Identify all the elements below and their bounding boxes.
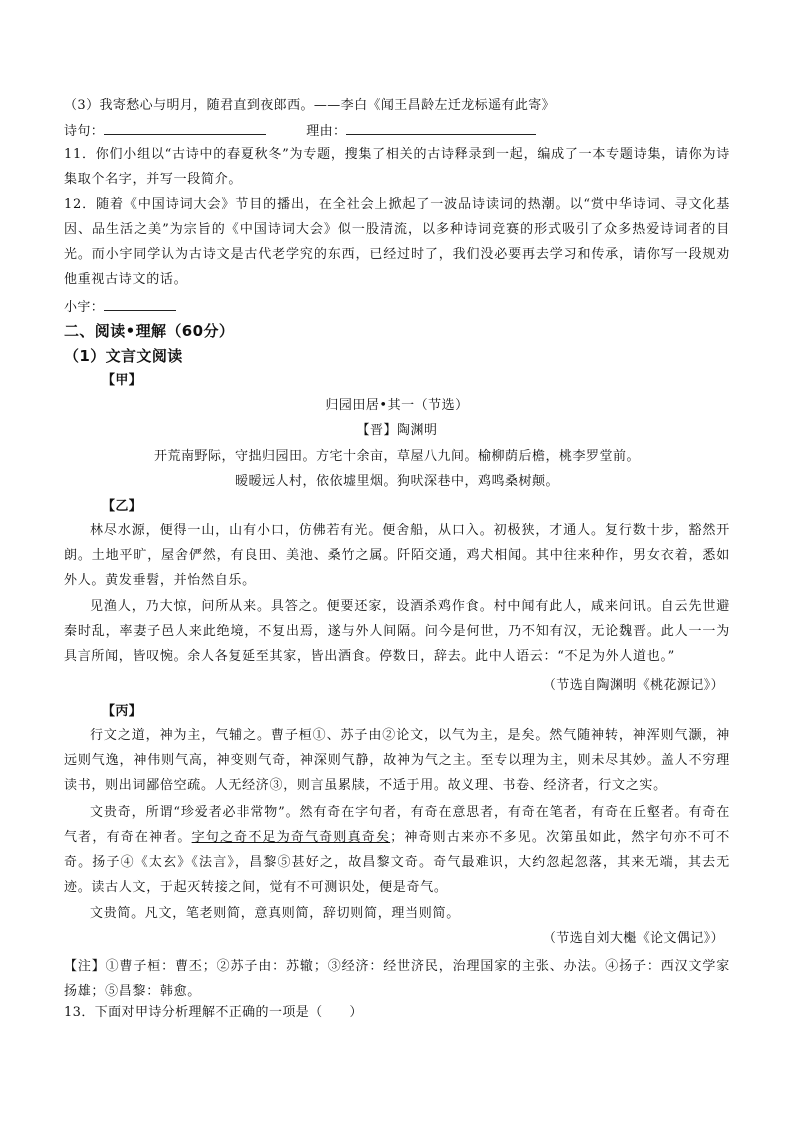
underlined-sentence: 字句之奇不足为奇气奇则真奇矣 <box>191 830 391 845</box>
yi-label: 【乙】 <box>102 499 143 514</box>
xiaoyu-label: 小宇： <box>64 300 105 315</box>
question-11: 11．你们小组以“古诗中的春夏秋冬”为专题，搜集了相关的古诗释录到一起，编成了一本专题诗集，请你为诗集取个名字，并写一段简介。 <box>64 147 730 187</box>
reason-answer-blank[interactable] <box>346 121 536 135</box>
section-2-sub1: （1）文言文阅读 <box>64 347 183 365</box>
q10-3-line: （3）我寄愁心与明月，随君直到夜郎西。——李白《闻王昌龄左迁龙标遥有此寄》 <box>64 98 556 113</box>
jia-line-2: 暧暧远人村，依依墟里烟。狗吠深巷中，鸡鸣桑树颠。 <box>234 474 559 489</box>
yi-paragraph-2: 见渔人，乃大惊，问所从来。具答之。便要还家，设酒杀鸡作食。村中闻有此人，咸来问讯。自云先世避秦时乱，率妻子邑人来此绝境，不复出焉，遂与外人间隔。问今是何世，乃不知有汉，无论魏晋。此人一一为具言所闻，皆叹惋。余人各复延至其家，皆出酒食。停数日，辞去。此中人语云：“不足为外人道也。” <box>64 599 730 664</box>
yi-paragraph-1: 林尽水源，便得一山，山有小口，仿佛若有光。便舍船，从口入。初极狭，才通人。复行数十步，豁然开朗。土地平旷，屋舍俨然，有良田、美池、桑竹之属。阡陌交通，鸡犬相闻。其中往来种作，男女衣着，悉如外人。黄发垂髫，并怡然自乐。 <box>64 523 730 588</box>
jia-author: 【晋】陶渊明 <box>356 423 438 438</box>
bing-paragraph-2 <box>64 800 730 900</box>
bing-paragraph-3: 文贵简。凡文，笔老则简，意真则简，辞切则简，理当则简。 <box>90 906 460 921</box>
bing-paragraph-1: 行文之道，神为主，气辅之。曹子桓①、苏子由②论文，以气为主，是矣。然气随神转，神浑则气灏，神远则气逸，神伟则气高，神变则气奇，神深则气静，故神为气之主。至专以理为主，则未尽其妙。盖人不穷理读书，则出词鄙倍空疏。人无经济③，则言虽累牍，不适于用。故义理、书卷、经济者，行文之实。 <box>64 728 730 793</box>
poem-answer-blank[interactable] <box>104 121 266 135</box>
poem-label: 诗句： <box>64 124 105 139</box>
section-2-title: 二、阅读•理解（60分） <box>64 322 235 340</box>
jia-label: 【甲】 <box>102 373 143 388</box>
question-13: 13．下面对甲诗分析理解不正确的一项是（ ） <box>64 1005 363 1020</box>
bing-label: 【丙】 <box>102 704 143 719</box>
jia-title: 归园田居•其一（节选） <box>325 398 469 413</box>
question-12: 12．随着《中国诗词大会》节目的播出，在全社会上掀起了一波品诗读词的热潮。以“赏中华诗词、寻文化基因、品生活之美”为宗旨的《中国诗词大会》似一股清流，以多种诗词竞赛的形式吸引了众多热爱诗词者的目光。而小宇同学认为古诗文是古代老学究的东西，已经过时了，我们没必要再去学习和传承，请你写一段规劝他重视古诗文的话。 <box>64 197 730 287</box>
q10-3-answer-row <box>64 121 536 142</box>
xiaoyu-answer-blank[interactable] <box>104 297 176 311</box>
bing-p2-end: ；神奇则古来亦不多见。次第虽如此，然字句亦不可不奇。扬子④《太玄》《法言》，昌黎⑤甚好之，故昌黎文奇。奇气最难识，大约忽起忽落，其来无端，其去无迹。读古人文，于起灭转接之间，觉有不可测识处，便是奇气。 <box>64 830 730 895</box>
annotation-notes: 【注】①曹子桓：曹丕；②苏子由：苏辙；③经济：经世济民，治理国家的主张、办法。④扬子：西汉文学家扬雄；⑤昌黎：韩愈。 <box>64 959 730 999</box>
reason-label: 理由： <box>306 124 347 139</box>
bing-p2-start: 文贵奇，所谓“珍爱者必非常物”。然有奇在字句者，有奇在意思者，有奇在笔者，有奇在丘壑者。有奇在气者，有奇在神者。 <box>64 805 730 845</box>
bing-source: （节选自刘大櫆《论文偶记》） <box>542 931 724 946</box>
yi-source: （节选自陶渊明《桃花源记》） <box>542 678 724 693</box>
q12-answer-row <box>64 297 176 318</box>
jia-line-1: 开荒南野际，守拙归园田。方宅十余亩，草屋八九间。榆柳荫后檐，桃李罗堂前。 <box>153 449 640 464</box>
